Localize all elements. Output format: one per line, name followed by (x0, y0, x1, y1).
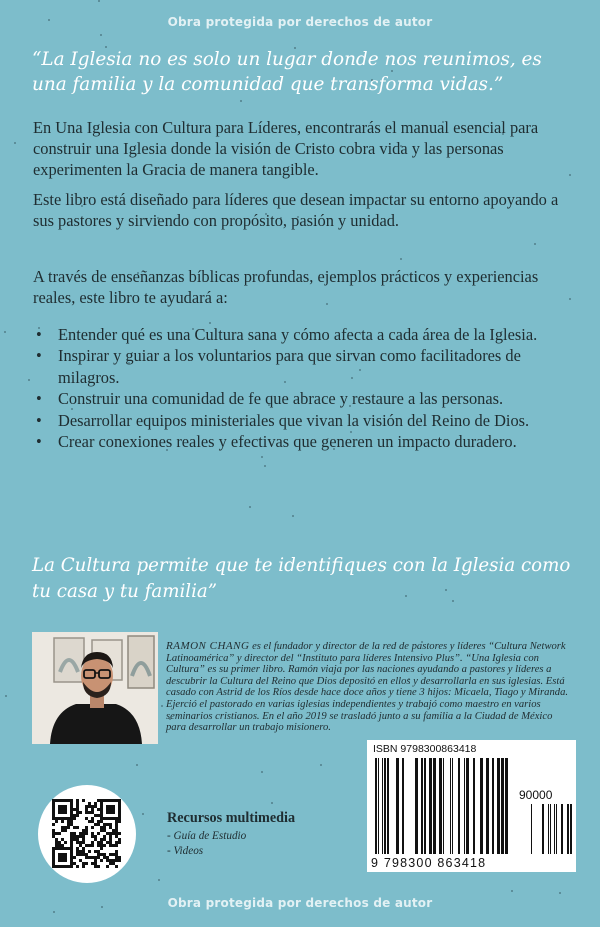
author-photo (32, 632, 158, 744)
bullet-icon: • (36, 389, 42, 409)
opening-quote: “La Iglesia no es solo un lugar donde nos reunimos, es una familia y la comunidad que transforma vidas.” (32, 49, 542, 95)
list-item: • Entender qué es una Cultura sana y cómo afecta a cada área de la Iglesia. (36, 325, 538, 344)
paper-speck (240, 100, 242, 102)
paper-speck (559, 892, 561, 894)
bullet-icon: • (36, 432, 42, 452)
paper-speck (5, 695, 7, 697)
bullet-icon: • (36, 410, 42, 430)
paper-speck (320, 764, 322, 766)
paper-speck (4, 331, 6, 333)
paper-speck (264, 465, 266, 467)
copyright-watermark-top: Obra protegida por derechos de autor (167, 15, 433, 29)
paper-speck (158, 879, 160, 881)
paper-speck (249, 506, 251, 508)
audience-paragraph: Este libro está diseñado para líderes que desean impactar su entorno apoyando a sus pastores y sirviendo con propósito, pasión y unidad. (33, 190, 559, 230)
paper-speck (136, 764, 138, 766)
paper-speck (161, 705, 163, 707)
benefits-list (34, 324, 574, 452)
list-item: • Desarrollar equipos ministeriales que vivan la visión del Reino de Dios. (36, 410, 530, 430)
paper-speck (100, 34, 102, 36)
paper-speck (534, 243, 536, 245)
author-bio-text: es el fundador y director de la red de pastores y líderes “Cultura Network Latinoamérica” y director del “Instituto para líderes Intensivo Plus”. “Una Iglesia con Cultura” es su primer libro. Ramón viaja por las naciones ayudando a pastores y líderes a descubrir la Cultura del Reino que Dios depositó en ellos y desarrollarla en sus iglesias. Está casado con Astrid de los Ríos desde hace doce años y tiene 3 hijos: Micaela, Tiago y Miranda. Ejerció el pastorado en varias iglesias independientes y trabajó como maestro en varios seminarios cristianos. En el año 2019 se trasladó junto a su familia a la Ciudad de México para desarrollar un trabajo misionero. (166, 641, 569, 734)
paper-speck (261, 456, 263, 458)
qr-code (38, 785, 136, 883)
barcode-bars (367, 740, 576, 872)
resource-item: - Videos (167, 845, 204, 857)
paper-speck (261, 771, 263, 773)
paper-speck (98, 0, 100, 2)
benefits-intro-paragraph: A través de enseñanzas bíblicas profundas, ejemplos prácticos y experiencias reales, este libro te ayudará a: (33, 267, 539, 307)
paper-speck (28, 379, 30, 381)
intro-paragraph: En Una Iglesia con Cultura para Líderes, encontrarás el manual esencial para construir una Iglesia donde la visión de Cristo cobra vida y las personas experimenten la Gracia de manera tangible. (33, 118, 539, 179)
isbn-barcode (367, 740, 576, 872)
paper-speck (400, 258, 402, 260)
resource-item: - Guía de Estudio (167, 830, 247, 842)
paper-speck (142, 813, 144, 815)
price-code: 90000 (519, 788, 553, 802)
paper-speck (14, 142, 16, 144)
paper-speck (511, 890, 513, 892)
bullet-icon: • (36, 346, 42, 366)
isbn-digits: 9 798300 863418 (371, 856, 487, 870)
bullet-icon: • (36, 325, 42, 344)
list-item: • Crear conexiones reales y efectivas que generen un impacto duradero. (36, 432, 517, 452)
closing-quote: La Cultura permite que te identifiques con la Iglesia como tu casa y tu familia” (32, 555, 571, 602)
paper-speck (292, 515, 294, 517)
list-item: • Construir una comunidad de fe que abrace y restaure a las personas. (36, 389, 504, 409)
isbn-label: ISBN 9798300863418 (373, 743, 477, 755)
copyright-watermark-bottom: Obra protegida por derechos de autor (167, 896, 433, 910)
author-bio (166, 641, 574, 734)
resources-title: Recursos multimedia (167, 810, 296, 826)
list-item: • Inspirar y guiar a los voluntarios para que sirvan como facilitadores de milagros. (36, 346, 521, 387)
paper-speck (53, 911, 55, 913)
paper-speck (271, 802, 273, 804)
author-name: RAMON CHANG (166, 640, 250, 652)
